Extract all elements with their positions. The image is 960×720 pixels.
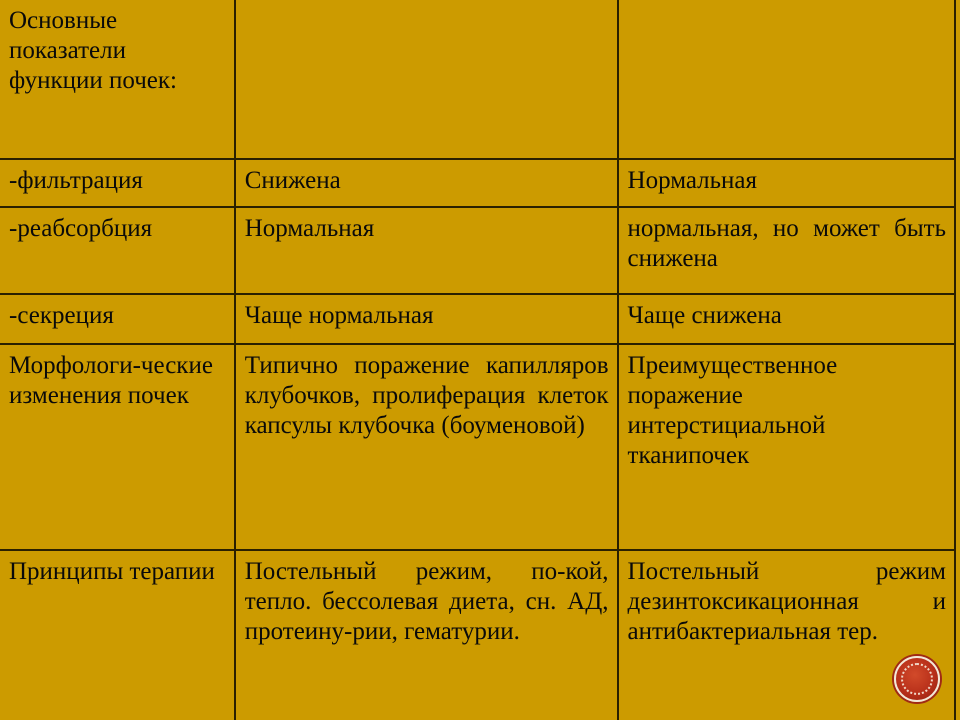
table-row [0, 344, 955, 550]
row-value: Постельный режим дезинтоксикационная и антибактериальная тер. [618, 550, 955, 720]
table-row [0, 550, 955, 720]
header-cell-col2 [235, 0, 618, 159]
header-cell-col3 [618, 0, 955, 159]
row-value: Чаще снижена [618, 294, 955, 344]
row-value: Нормальная [235, 207, 618, 294]
row-value: Нормальная [618, 159, 955, 207]
table-header-row [0, 0, 955, 159]
row-label-secretion: -секреция [0, 294, 235, 344]
row-label-therapy: Принципы терапии [0, 550, 235, 720]
row-value: нормальная, но может быть снижена [618, 207, 955, 294]
row-value: Типично поражение капилляров клубочков, пролиферация клеток капсулы клубочка (боуменовой) [235, 344, 618, 550]
header-cell-indicators: Основные показатели функции почек: [0, 0, 235, 159]
row-value: Чаще нормальная [235, 294, 618, 344]
table-row [0, 207, 955, 294]
table-row [0, 294, 955, 344]
row-value: Снижена [235, 159, 618, 207]
slide-nav-button[interactable] [894, 656, 940, 702]
row-label-morphology: Морфологи-ческие изменения почек [0, 344, 235, 550]
row-value: Постельный режим, по-кой, тепло. бессолевая диета, сн. АД, протеину-рии, гематурии. [235, 550, 618, 720]
row-label-reabsorption: -реабсорбция [0, 207, 235, 294]
row-value: Преимущественное поражение интерстициальной тканипочек [618, 344, 955, 550]
table-row [0, 159, 955, 207]
row-label-filtration: -фильтрация [0, 159, 235, 207]
circle-nav-icon [901, 663, 933, 695]
